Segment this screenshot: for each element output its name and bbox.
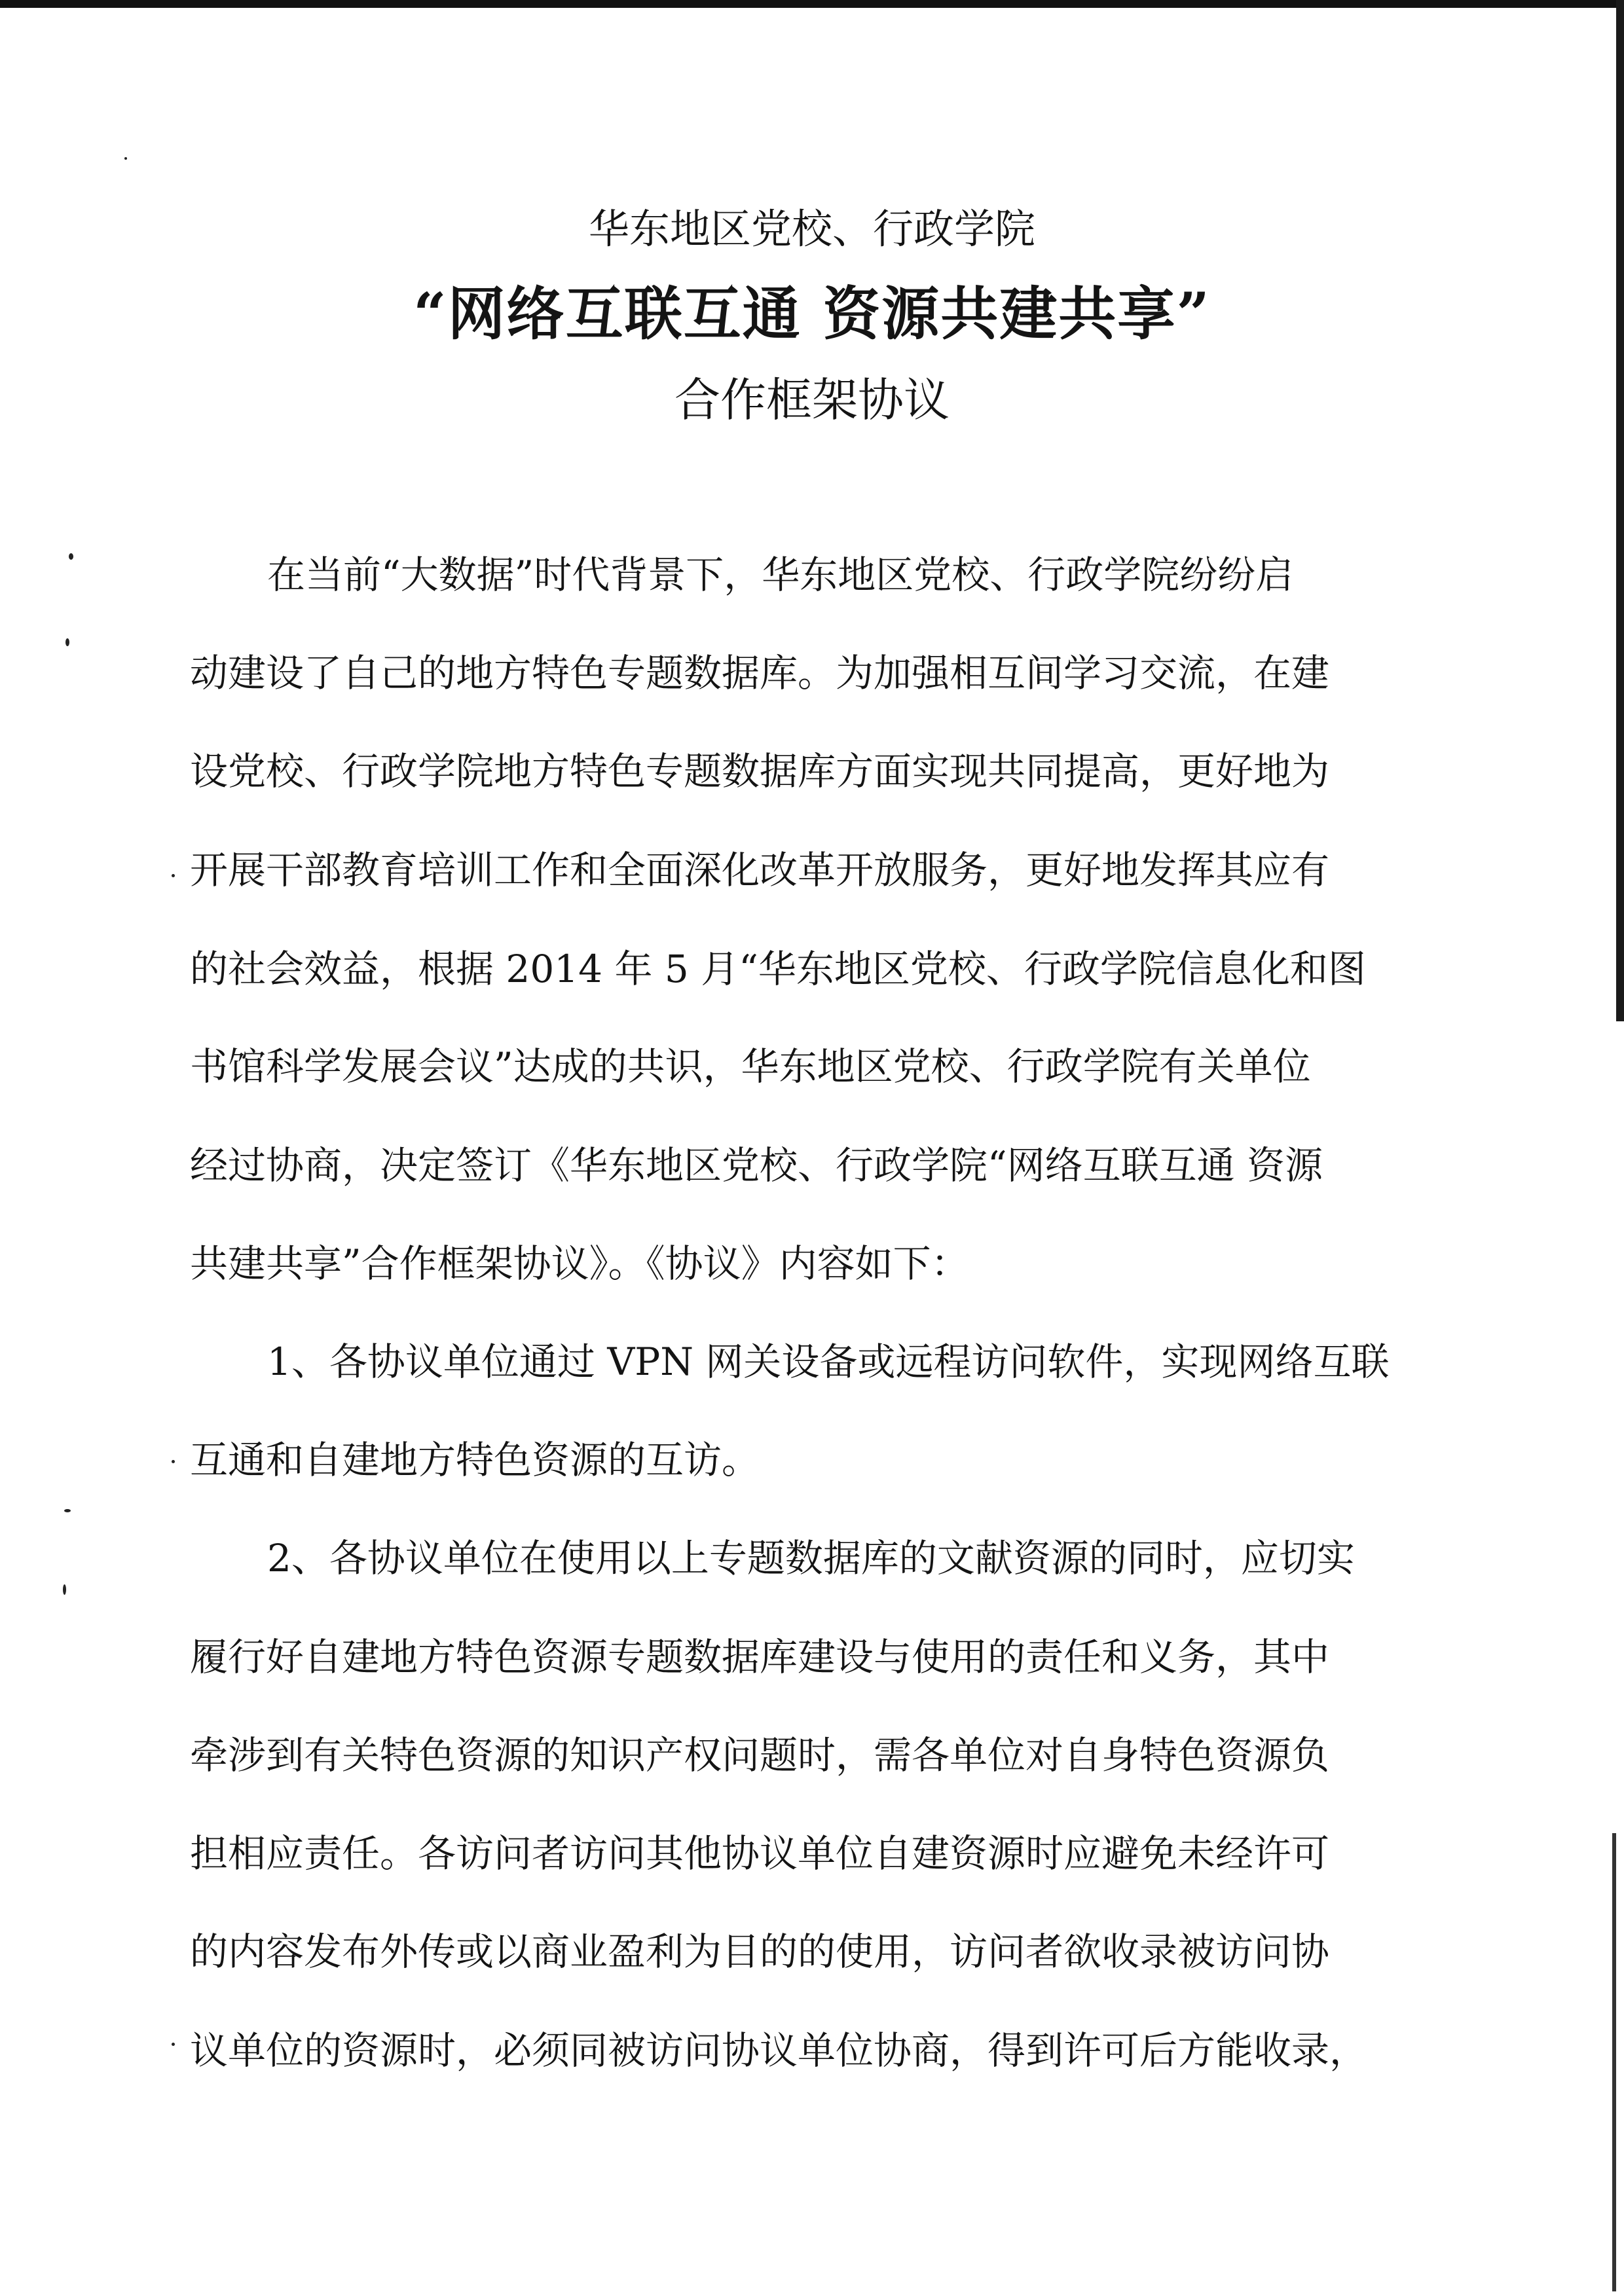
text-line: 在当前“大数据”时代背景下，华东地区党校、行政学院纷纷启 [267,553,1294,597]
text-line: 履行好自建地方特色资源专题数据库建设与使用的责任和义务，其中 [190,1635,1330,1679]
document-heading: 合作框架协议 [674,373,950,427]
scan-edge [1612,1833,1616,2291]
text-line: 书馆科学发展会议”达成的共识，华东地区党校、行政学院有关单位 [190,1044,1311,1089]
text-line: 动建设了自己的地方特色专题数据库。为加强相互间学习交流，在建 [190,651,1330,695]
text-line: 2、各协议单位在使用以上专题数据库的文献资源的同时，应切实 [267,1536,1355,1580]
text-line: 互通和自建地方特色资源的互访。 [190,1438,760,1482]
scan-speck [65,638,69,646]
text-line: 开展干部教育培训工作和全面深化改革开放服务，更好地发挥其应有 [190,848,1330,892]
text-line: 1、各协议单位通过 VPN 网关设备或远程访问软件，实现网络互联 [267,1339,1390,1384]
text-line: 经过协商，决定签订《华东地区党校、行政学院“网络互联互通 资源 [190,1143,1323,1188]
scan-speck [69,553,73,560]
scan-border [0,0,1624,8]
text-line: 的社会效益，根据 2014 年 5 月“华东地区党校、行政学院信息化和图 [190,947,1366,991]
text-line: 的内容发布外传或以商业盈利为目的的使用，访问者欲收录被访问协 [190,1929,1330,1974]
scan-speck [172,2043,175,2046]
scan-speck [172,1460,175,1463]
scan-speck [63,1584,66,1595]
text-line: 设党校、行政学院地方特色专题数据库方面实现共同提高，更好地为 [190,749,1330,793]
scan-edge [1616,0,1624,1021]
text-line: 担相应责任。各访问者访问其他协议单位自建资源时应避免未经许可 [190,1831,1330,1876]
scan-speck [64,1509,71,1512]
document-subtitle: 华东地区党校、行政学院 [588,205,1035,253]
text-line: 共建共享”合作框架协议》。《协议》内容如下： [190,1241,969,1286]
scan-speck [172,874,175,877]
text-line: 牵涉到有关特色资源的知识产权问题时，需各单位对自身特色资源负 [190,1733,1330,1777]
document-title: “网络互联互通 资源共建共享” [413,280,1211,348]
scan-speck [124,157,127,160]
text-line: 议单位的资源时，必须同被访问协议单位协商，得到许可后方能收录， [190,2028,1368,2073]
